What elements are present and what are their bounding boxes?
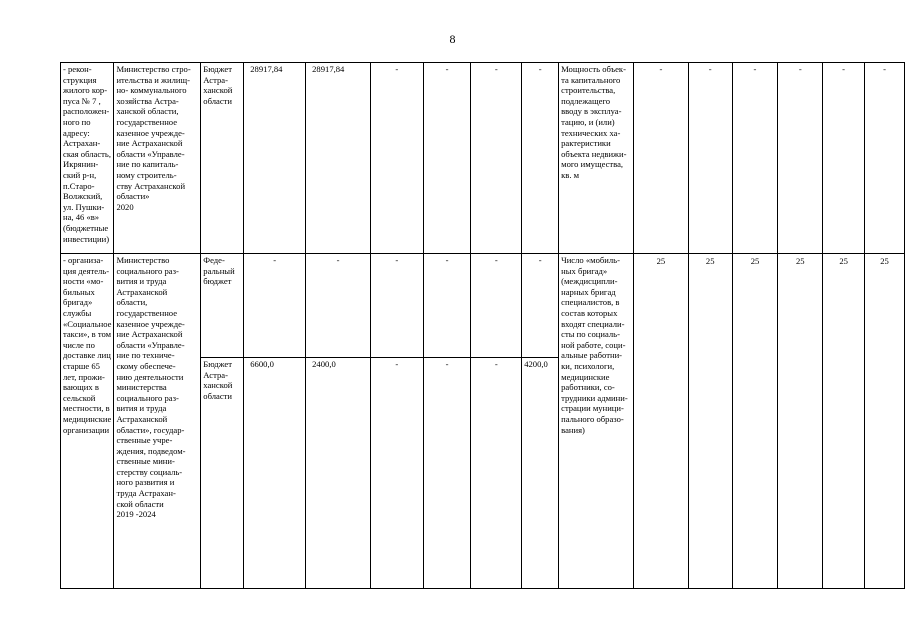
target-cell: - [732,63,778,254]
activity-cell: - организа- ция деятель- ности «мо- бильных бригад» службы «Социальное такси», в том числе по доставке лиц старше 65 лет, прожи- вающих в сельской местности, в медицинские организации [61,254,114,589]
target-cell: - [688,63,732,254]
target-cell: - [634,63,689,254]
indicator-cell: Число «мобиль- ных бригад» (междисципли- нарных бригад специалистов, в состав которых входят специали- сты по социаль- ной работе, соци- альные работни- ки, психологи, медицинские работники, со- трудники админи- страции муници- пального образо- вания) [559,254,634,589]
funding-year-cell: - [423,358,471,589]
funding-total-cell: 6600,0 [244,358,306,589]
indicator-cell: Мощность объек- та капитального строительства, подлежащего вводу в эксплуа- тацию, и (или) технических ха- рактеристики объекта недвижи- мого имущества, кв. м [559,63,634,254]
funding-year-cell: 2400,0 [306,358,371,589]
funding-year-cell: - [370,254,423,358]
funding-year-cell: - [370,63,423,254]
funding-year-cell: - [522,63,559,254]
funding-year-cell: - [370,358,423,589]
target-cell: 25 [778,254,823,589]
funding-year-cell: - [522,254,559,358]
funding-total-cell: 28917,84 [244,63,306,254]
executor-cell: Министерство стро- ительства и жилищ- но- коммунального хозяйства Астра- ханской области, государственное казенное учрежде- ние Астраханской области «Управле- ние по капиталь- ному строитель- ству Астраханской области» 2020 [114,63,201,254]
funding-year-cell: - [306,254,371,358]
target-cell: 25 [688,254,732,589]
target-cell: 25 [732,254,778,589]
funding-year-cell: 4200,0 [522,358,559,589]
funding-year-cell: - [471,358,522,589]
activity-cell: - рекон- струкция жилого кор- пуса № 7 , расположен- ного по адресу: Астрахан- ская область, Икрянин- ский р-н, п.Старо- Волжский, ул. Пушки- на, 46 «в» (бюджетные инвестиции) [61,63,114,254]
target-cell: - [778,63,823,254]
funding-total-cell: - [244,254,306,358]
target-cell: - [823,63,865,254]
target-cell: - [865,63,905,254]
program-table [60,62,905,589]
target-cell: 25 [634,254,689,589]
funding-year-cell: - [471,63,522,254]
page-number: 8 [449,32,456,46]
target-cell: 25 [823,254,865,589]
funding-source-cell: Феде- ральный бюджет [201,254,244,358]
funding-source-cell: Бюджет Астра- ханской области [201,358,244,589]
funding-year-cell: - [471,254,522,358]
target-cell: 25 [865,254,905,589]
funding-year-cell: - [423,254,471,358]
funding-year-cell: 28917,84 [306,63,371,254]
table-row-reconstruction [61,63,905,254]
executor-cell: Министерство социального раз- вития и труда Астраханской области, государственное казенное учрежде- ние Астраханской области «Управле- ние по техниче- скому обеспече- нию деятельности министерства социального раз- вития и труда Астраханской области», государ- ственные учре- ждения, подведом- ственные мини- стерству социаль- ного развития и труда Астрахан- ской области 2019 -2024 [114,254,201,589]
funding-source-cell: Бюджет Астра- ханской области [201,63,244,254]
table-row-mobile-brigades [61,254,905,358]
funding-year-cell: - [423,63,471,254]
